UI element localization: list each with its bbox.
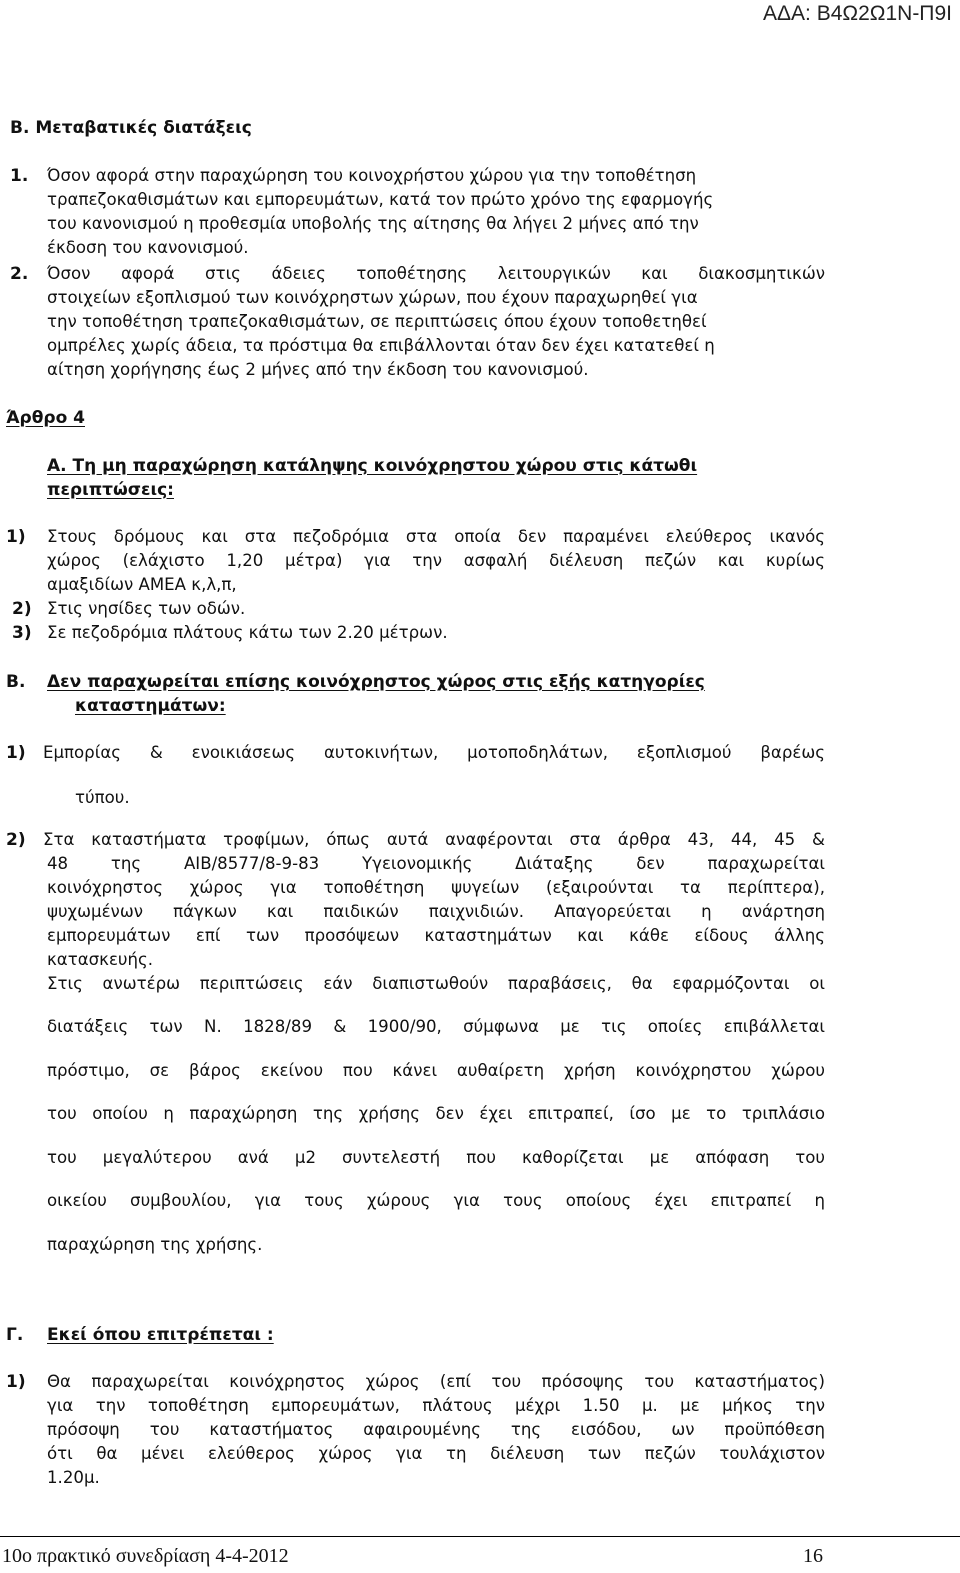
text-line: του μεγαλύτερου ανά μ2 συντελεστή που καθορίζεται με απόφαση του bbox=[47, 1148, 825, 1167]
text-line: αμαξιδίων ΑΜΕΑ κ,λ,π, bbox=[47, 575, 237, 594]
text-line: του οποίου η παραχώρηση της χρήσης δεν έχει επιτραπεί, ίσο με το τριπλάσιο bbox=[47, 1104, 825, 1123]
section-title: Β. Μεταβατικές διατάξεις bbox=[10, 118, 252, 138]
text-line: πρόσοψη του καταστήματος αφαιρουμένης της εισόδου, ων προϋπόθεση bbox=[47, 1420, 825, 1439]
text-line: Στις ανωτέρω περιπτώσεις εάν διαπιστωθούν παραβάσεις, θα εφαρμόζονται οι bbox=[47, 974, 825, 993]
section-b-label: Β. bbox=[6, 672, 26, 692]
text-line: 1.20μ. bbox=[47, 1468, 100, 1487]
text-line: έκδοση του κανονισμού. bbox=[47, 238, 249, 257]
section-a-heading: Α. Τη μη παραχώρηση κατάληψης κοινόχρηστου χώρου στις κάτωθι bbox=[47, 456, 698, 476]
text-line: πρόστιμο, σε βάρος εκείνου που κάνει αυθαίρετη χρήση κοινόχρηστου χώρου bbox=[47, 1061, 825, 1080]
text-line: αίτηση χορήγησης έως 2 μήνες από την έκδοση του κανονισμού. bbox=[47, 360, 589, 379]
section-b-heading: Δεν παραχωρείται επίσης κοινόχρηστος χώρος στις εξής κατηγορίες bbox=[47, 672, 705, 692]
item-number: 2) bbox=[12, 599, 32, 619]
ada-code: ΑΔΑ: Β4Ω2Ω1Ν-Π9Ι bbox=[763, 2, 952, 25]
text-line: ψυχωμένων πάγκων και παιδικών παιχνιδιών. Απαγορεύεται η ανάρτηση bbox=[47, 902, 825, 921]
text-line: Στα καταστήματα τροφίμων, όπως αυτά αναφέρονται στα άρθρα 43, 44, 45 & bbox=[43, 830, 825, 849]
item-number: 1) bbox=[6, 1372, 26, 1392]
section-g-heading: Εκεί όπου επιτρέπεται : bbox=[47, 1325, 274, 1345]
text-line: χώρος (ελάχιστο 1,20 μέτρα) για την ασφαλή διέλευση πεζών και κυρίως bbox=[47, 551, 825, 570]
item-number: 2. bbox=[10, 264, 29, 284]
text-line: οικείου συμβουλίου, για τους χώρους για τους οποίους έχει επιτραπεί η bbox=[47, 1191, 825, 1210]
item-number: 1. bbox=[10, 166, 29, 186]
text-line: Στις νησίδες των οδών. bbox=[47, 599, 246, 618]
section-b-heading-cont: καταστημάτων: bbox=[75, 696, 226, 716]
item-number: 2) bbox=[6, 830, 26, 850]
text-line: διατάξεις των Ν. 1828/89 & 1900/90, σύμφωνα με τις οποίες επιβάλλεται bbox=[47, 1017, 825, 1036]
text-line: Στους δρόμους και στα πεζοδρόμια στα οποία δεν παραμένει ελεύθερος ικανός bbox=[47, 527, 825, 546]
page-number: 16 bbox=[803, 1545, 823, 1567]
text-line: κατασκευής. bbox=[47, 950, 154, 969]
text-line: 48 της ΑΙΒ/8577/8-9-83 Υγειονομικής Διάταξης δεν παραχωρείται bbox=[47, 854, 825, 873]
text-line: ότι θα μένει ελεύθερος χώρος για τη διέλευση των πεζών τουλάχιστον bbox=[47, 1444, 825, 1463]
text-line: για την τοποθέτηση εμπορευμάτων, πλάτους μέχρι 1.50 μ. με μήκος την bbox=[47, 1396, 825, 1415]
article-title: Άρθρο 4 bbox=[6, 408, 85, 428]
section-g-label: Γ. bbox=[6, 1325, 24, 1345]
text-line: Σε πεζοδρόμια πλάτους κάτω των 2.20 μέτρων. bbox=[47, 623, 448, 642]
text-line: παραχώρηση της χρήσης. bbox=[47, 1235, 263, 1254]
footer-divider bbox=[0, 1536, 960, 1537]
footer-meeting-info: 10ο πρακτικό συνεδρίαση 4-4-2012 bbox=[2, 1545, 289, 1567]
item-number: 3) bbox=[12, 623, 32, 643]
item-number: 1) bbox=[6, 527, 26, 547]
text-line: κοινόχρηστος χώρος για τοποθέτηση ψυγείων (εξαιρούνται τα περίπτερα), bbox=[47, 878, 825, 897]
text-line: ομπρέλες χωρίς άδεια, τα πρόστιμα θα επιβάλλονται όταν δεν έχει κατατεθεί η bbox=[47, 336, 715, 355]
text-line: Εμπορίας & ενοικιάσεως αυτοκινήτων, μοτοποδηλάτων, εξοπλισμού βαρέως bbox=[43, 743, 825, 762]
text-line: του κανονισμού η προθεσμία υποβολής της αίτησης θα λήγει 2 μήνες από την bbox=[47, 214, 699, 233]
text-line: Θα παραχωρείται κοινόχρηστος χώρος (επί του πρόσοψης του καταστήματος) bbox=[47, 1372, 825, 1391]
text-line: τύπου. bbox=[75, 788, 130, 807]
text-line: τραπεζοκαθισμάτων και εμπορευμάτων, κατά τον πρώτο χρόνο της εφαρμογής bbox=[47, 190, 714, 209]
text-line: εμπορευμάτων επί των προσόψεων καταστημάτων και κάθε είδους άλλης bbox=[47, 926, 825, 945]
text-line: την τοποθέτηση τραπεζοκαθισμάτων, σε περιπτώσεις όπου έχουν τοποθετηθεί bbox=[47, 312, 707, 331]
text-line: Όσον αφορά στην παραχώρηση του κοινοχρήστου χώρου για την τοποθέτηση bbox=[47, 166, 697, 185]
text-line: στοιχείων εξοπλισμού των κοινόχρηστων χώρων, που έχουν παραχωρηθεί για bbox=[47, 288, 698, 307]
section-a-heading-cont: περιπτώσεις: bbox=[47, 480, 174, 500]
text-line: Όσον αφορά στις άδειες τοποθέτησης λειτουργικών και διακοσμητικών bbox=[47, 264, 825, 283]
item-number: 1) bbox=[6, 743, 26, 763]
